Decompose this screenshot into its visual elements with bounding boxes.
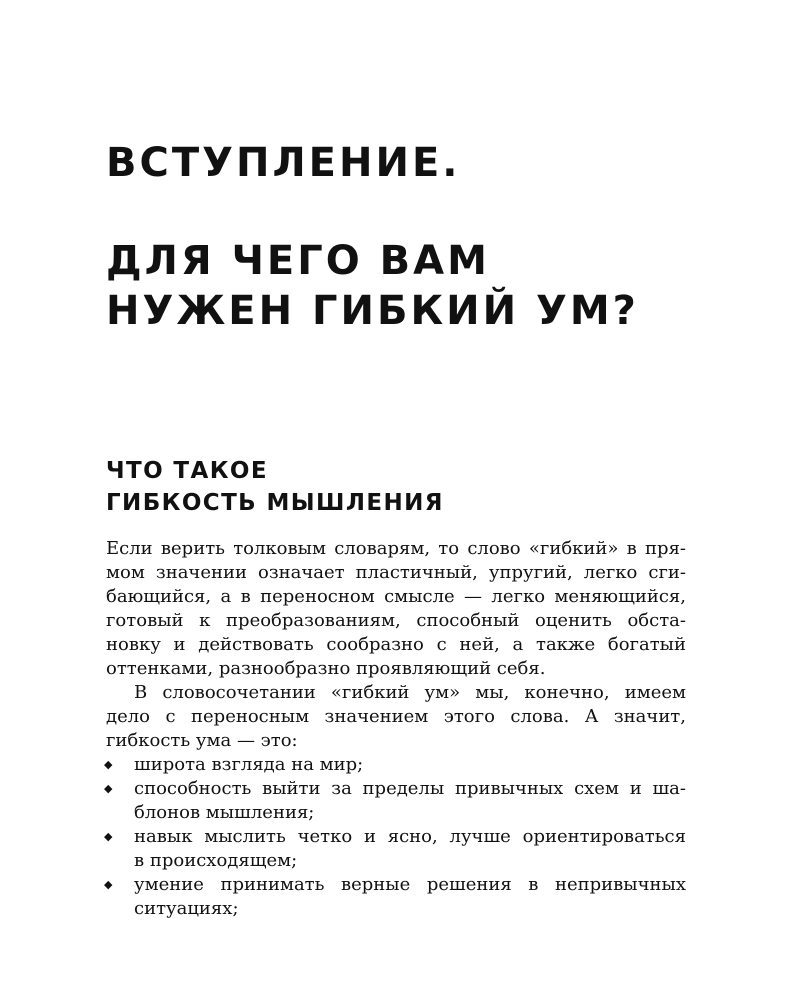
bullet-text xyxy=(106,753,686,777)
bullet-item xyxy=(106,873,686,921)
paragraph-line: Если верить толковым словарям, то слово «гибкий» в пря- xyxy=(106,538,686,559)
paragraph-line: мом значении означает пластичный, упругий, легко сги- xyxy=(106,562,686,583)
bullet-line: ситуациях; xyxy=(134,898,239,919)
bullet-text xyxy=(106,825,686,873)
bullet-line: в происходящем; xyxy=(134,850,298,871)
paragraph-line: бающийся, а в переносном смысле — легко меняющийся, xyxy=(106,586,686,607)
diamond-bullet-icon: ◆ xyxy=(104,878,113,891)
paragraph-line: готовый к преобразованиям, способный оценить обста- xyxy=(106,610,686,631)
paragraph-line: гибкость ума — это: xyxy=(106,730,298,751)
paragraph-line: новку и действовать сообразно с ней, а также богатый xyxy=(106,634,686,655)
bullet-item xyxy=(106,753,686,777)
bullet-line: способность выйти за пределы привычных схем и ша- xyxy=(134,778,686,799)
paragraph-1 xyxy=(106,537,686,681)
section-title-line-1: ЧТО ТАКОЕ xyxy=(106,458,268,484)
diamond-bullet-icon: ◆ xyxy=(104,830,113,843)
chapter-title xyxy=(106,138,746,336)
bullet-line: навык мыслить четко и ясно, лучше ориентироваться xyxy=(134,826,686,847)
bullet-text xyxy=(106,777,686,825)
bullet-list xyxy=(106,753,686,921)
section-title xyxy=(106,455,706,519)
chapter-title-gap xyxy=(106,188,746,236)
paragraph-line: дело с переносным значением этого слова. А значит, xyxy=(106,706,686,727)
bullet-item xyxy=(106,825,686,873)
bullet-text xyxy=(106,873,686,921)
bullet-line: широта взгляда на мир; xyxy=(134,754,364,775)
bullet-item xyxy=(106,777,686,825)
diamond-bullet-icon: ◆ xyxy=(104,782,113,795)
paragraph-line: В словосочетании «гибкий ум» мы, конечно, имеем xyxy=(134,682,686,703)
chapter-title-line-3: НУЖЕН ГИБКИЙ УМ? xyxy=(106,288,639,334)
bullet-line: блонов мышления; xyxy=(134,802,315,823)
body-text xyxy=(106,537,686,921)
diamond-bullet-icon: ◆ xyxy=(104,758,113,771)
chapter-title-line-2: ДЛЯ ЧЕГО ВАМ xyxy=(106,238,490,284)
chapter-title-line-1: ВСТУПЛЕНИЕ. xyxy=(106,140,461,186)
paragraph-line: оттенками, разнообразно проявляющий себя. xyxy=(106,658,546,679)
paragraph-2 xyxy=(106,681,686,753)
section-title-line-2: ГИБКОСТЬ МЫШЛЕНИЯ xyxy=(106,490,444,516)
bullet-line: умение принимать верные решения в непривычных xyxy=(134,874,686,895)
